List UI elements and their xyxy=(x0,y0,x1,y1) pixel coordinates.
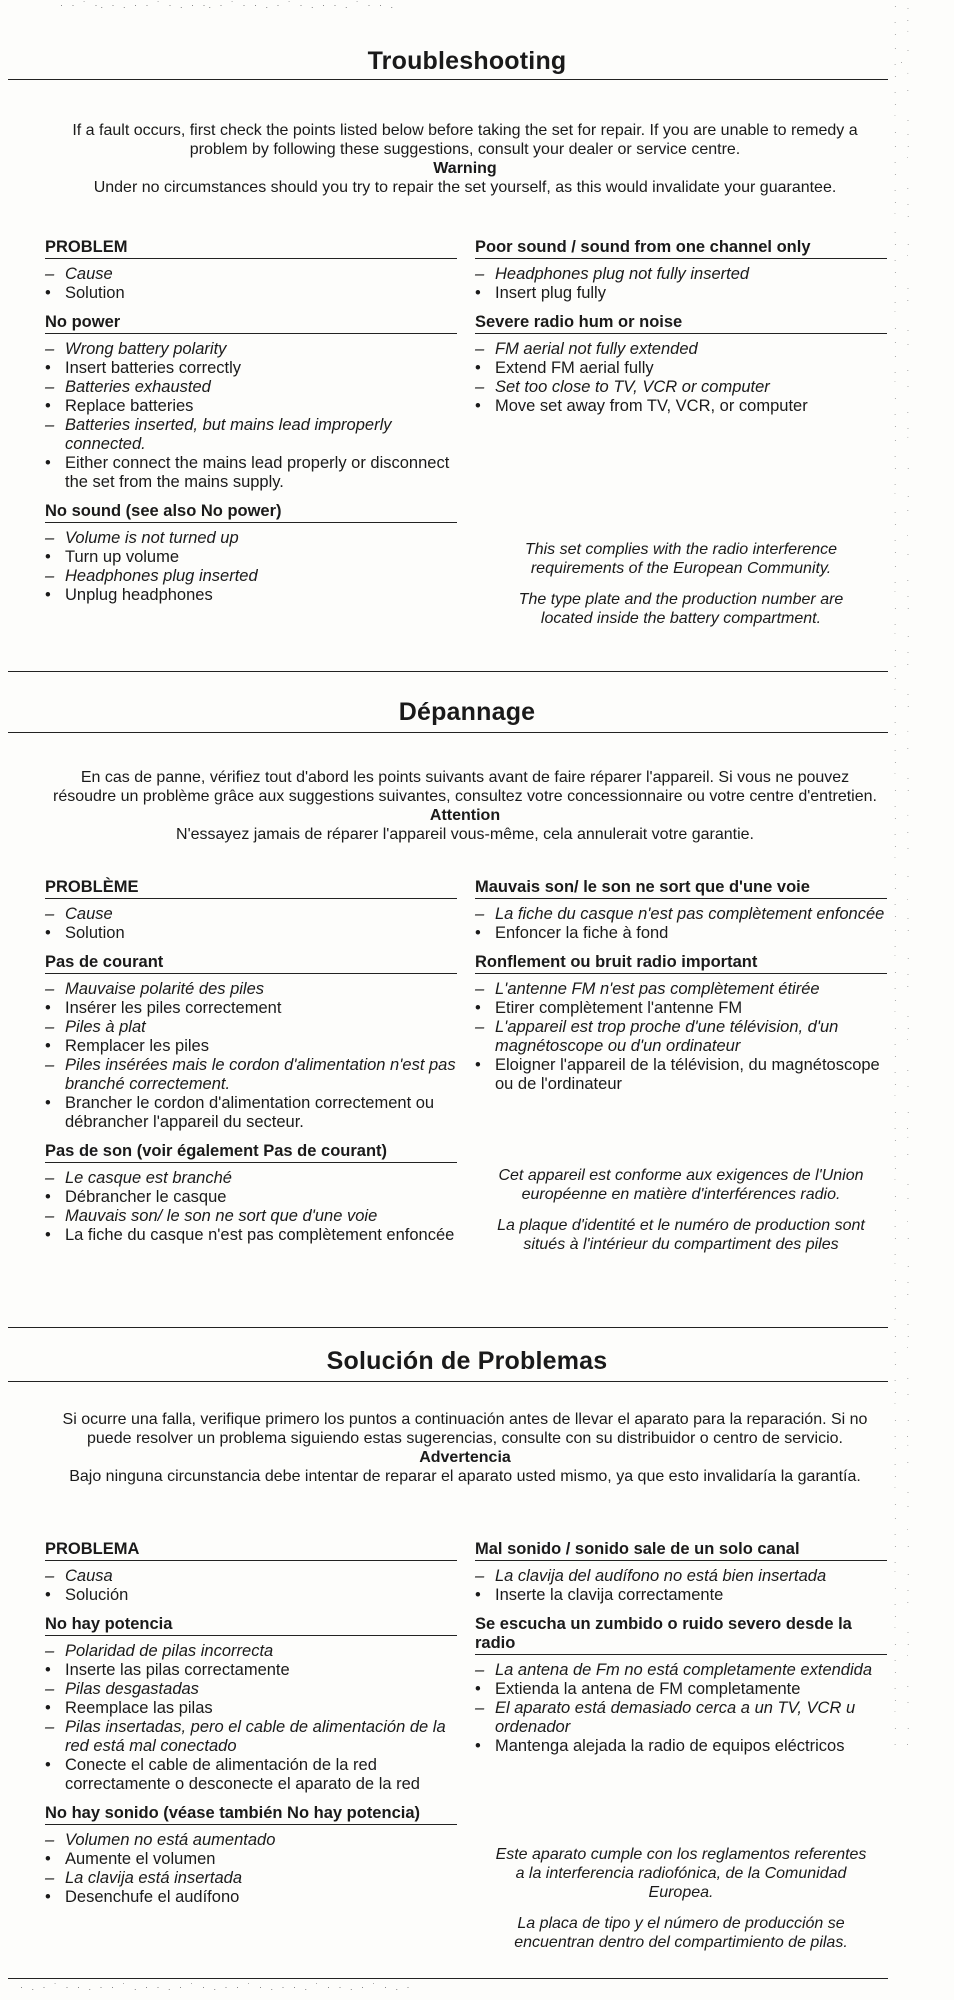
item-text: Pilas insertadas, pero el cable de alimentación de la red está mal conectado xyxy=(65,1718,446,1755)
dash-marker-icon: – xyxy=(475,378,485,396)
item-text: Brancher le cordon d'alimentation correctement ou débrancher l'appareil du secteur. xyxy=(65,1094,435,1131)
dash-marker-icon: – xyxy=(45,1169,55,1187)
cause-item xyxy=(45,1680,457,1699)
problem-header: Mal sonido / sonido sale de un solo canal xyxy=(475,1540,887,1561)
bullet-marker-icon: • xyxy=(45,397,51,415)
solution-item xyxy=(475,359,887,378)
dash-marker-icon: – xyxy=(45,378,55,396)
dash-marker-icon: – xyxy=(45,340,55,358)
item-text: Remplacer les piles xyxy=(65,1037,209,1055)
item-text: Enfoncer la fiche à fond xyxy=(495,924,669,942)
intro-paragraph: If a fault occurs, first check the points listed below before taking the set for repair. If you are unable to remedy a problem by following these suggestions, consult your dealer or service centre. xyxy=(72,122,858,158)
problem-header: No hay potencia xyxy=(45,1615,457,1636)
note-type-plate: The type plate and the production number are located inside the battery compartment. xyxy=(518,591,844,627)
solution-item xyxy=(45,1188,457,1207)
solution-item xyxy=(45,1699,457,1718)
dash-marker-icon: – xyxy=(45,1718,55,1736)
section-title: Dépannage xyxy=(398,698,536,726)
bullet-marker-icon: • xyxy=(475,999,481,1017)
dash-marker-icon: – xyxy=(45,1642,55,1660)
note-type-plate: La plaque d'identité et le numéro de production sont situés à l'intérieur du compartiment des piles xyxy=(497,1217,865,1253)
warning-text: N'essayez jamais de réparer l'appareil vous-même, cela annulerait votre garantie. xyxy=(176,826,754,843)
warning-text: Under no circumstances should you try to repair the set yourself, as this would invalidate your guarantee. xyxy=(93,179,837,196)
item-text: Polaridad de pilas incorrecta xyxy=(65,1642,274,1660)
cause-item xyxy=(45,1169,457,1188)
item-text: Pilas desgastadas xyxy=(65,1680,199,1698)
problem-header: PROBLÈME xyxy=(45,878,457,899)
warning-title: Warning xyxy=(433,160,497,177)
cause-item xyxy=(475,1661,887,1680)
item-text: FM aerial not fully extended xyxy=(495,340,698,358)
dash-marker-icon: – xyxy=(475,1018,485,1036)
section-title: Troubleshooting xyxy=(367,47,567,75)
cause-item xyxy=(45,1567,457,1586)
section-troubleshooting xyxy=(0,0,954,672)
item-text: Insert plug fully xyxy=(495,284,606,302)
problem-header: Se escucha un zumbido o ruido severo desde la radio xyxy=(475,1615,887,1655)
solution-item xyxy=(45,1226,457,1245)
cause-item xyxy=(475,340,887,359)
solution-item xyxy=(475,924,887,943)
problem-header: Severe radio hum or noise xyxy=(475,313,887,334)
left-column xyxy=(45,238,457,615)
bullet-marker-icon: • xyxy=(45,454,51,472)
item-text: Headphones plug inserted xyxy=(65,567,258,585)
scan-noise-top: · · ˙ ·. · . · · ˙ · . · ·. · ˙ · · . · ˙ · . · · . ˙ · · . xyxy=(60,0,396,10)
warning-title: Advertencia xyxy=(419,1449,511,1466)
solution-item xyxy=(475,1680,887,1699)
item-text: Move set away from TV, VCR, or computer xyxy=(495,397,808,415)
item-text: Volumen no está aumentado xyxy=(65,1831,276,1849)
cause-item xyxy=(45,529,457,548)
solution-item xyxy=(475,284,887,303)
problem-header: Ronflement ou bruit radio important xyxy=(475,953,887,974)
dash-marker-icon: – xyxy=(45,1680,55,1698)
note-type-plate: La placa de tipo y el número de producción se encuentran dentro del compartimiento de pilas. xyxy=(514,1915,848,1951)
item-text: Inserte la clavija correctamente xyxy=(495,1586,724,1604)
dash-marker-icon: – xyxy=(45,1018,55,1036)
problem-header: No power xyxy=(45,313,457,334)
bullet-marker-icon: • xyxy=(45,1586,51,1604)
bullet-marker-icon: • xyxy=(45,1888,51,1906)
intro-text xyxy=(50,1410,880,1486)
solution-item xyxy=(475,397,887,416)
problem-group xyxy=(475,238,887,303)
item-text: Le casque est branché xyxy=(65,1169,232,1187)
bullet-marker-icon: • xyxy=(475,284,481,302)
item-text: Cause xyxy=(65,905,113,923)
item-text: Extienda la antena de FM completamente xyxy=(495,1680,801,1698)
dash-marker-icon: – xyxy=(475,340,485,358)
problem-group xyxy=(475,1540,887,1605)
dash-marker-icon: – xyxy=(475,1661,485,1679)
problem-group xyxy=(45,1804,457,1907)
item-text: Headphones plug not fully inserted xyxy=(495,265,750,283)
cause-item xyxy=(45,416,457,454)
cause-item xyxy=(475,1699,887,1737)
bullet-marker-icon: • xyxy=(45,548,51,566)
item-text: Extend FM aerial fully xyxy=(495,359,654,377)
section-depannage xyxy=(0,672,954,1328)
intro-text xyxy=(50,768,880,844)
section-title: Solución de Problemas xyxy=(326,1347,608,1375)
bullet-marker-icon: • xyxy=(45,586,51,604)
problem-group xyxy=(45,313,457,492)
dash-marker-icon: – xyxy=(475,1699,485,1717)
intro-text xyxy=(50,121,880,197)
cause-item xyxy=(45,340,457,359)
item-text: Inserte las pilas correctamente xyxy=(65,1661,290,1679)
bullet-marker-icon: • xyxy=(45,1188,51,1206)
bullet-marker-icon: • xyxy=(45,1850,51,1868)
item-text: Mauvais son/ le son ne sort que d'une voie xyxy=(65,1207,378,1225)
bullet-marker-icon: • xyxy=(475,924,481,942)
solution-item xyxy=(45,1850,457,1869)
right-column xyxy=(475,238,887,426)
problem-header: Pas de courant xyxy=(45,953,457,974)
warning-title: Attention xyxy=(429,807,501,824)
cause-item xyxy=(475,378,887,397)
item-text: Eloigner l'appareil de la télévision, du magnétoscope ou de l'ordinateur xyxy=(495,1056,880,1093)
right-column xyxy=(475,878,887,1104)
cause-item xyxy=(45,1869,457,1888)
item-text: La fiche du casque n'est pas complètement enfoncée xyxy=(495,905,885,923)
item-text: Set too close to TV, VCR or computer xyxy=(495,378,770,396)
solution-item xyxy=(45,454,457,492)
bullet-marker-icon: • xyxy=(475,359,481,377)
item-text: Débrancher le casque xyxy=(65,1188,227,1206)
problem-group xyxy=(475,878,887,943)
dash-marker-icon: – xyxy=(45,265,55,283)
cause-item xyxy=(45,1018,457,1037)
item-text: Insert batteries correctly xyxy=(65,359,242,377)
problem-header: Poor sound / sound from one channel only xyxy=(475,238,887,259)
item-text: Solution xyxy=(65,924,125,942)
solution-item xyxy=(45,1888,457,1907)
note-compliance: This set complies with the radio interference requirements of the European Community. xyxy=(524,541,838,577)
cause-item xyxy=(45,567,457,586)
item-text: Desenchufe el audífono xyxy=(65,1888,240,1906)
item-text: Mauvaise polarité des piles xyxy=(65,980,265,998)
item-text: Piles insérées mais le cordon d'alimentation n'est pas branché correctement. xyxy=(65,1056,456,1093)
solution-item xyxy=(45,359,457,378)
problem-group xyxy=(45,238,457,303)
solution-item xyxy=(45,1094,457,1132)
problem-group xyxy=(45,1615,457,1794)
dash-marker-icon: – xyxy=(475,980,485,998)
item-text: Replace batteries xyxy=(65,397,194,415)
dash-marker-icon: – xyxy=(45,905,55,923)
title-rule xyxy=(8,79,888,80)
item-text: La fiche du casque n'est pas complètement enfoncée xyxy=(65,1226,455,1244)
dash-marker-icon: – xyxy=(45,1869,55,1887)
problem-group xyxy=(475,953,887,1094)
title-rule xyxy=(8,732,888,733)
bullet-marker-icon: • xyxy=(45,1756,51,1774)
dash-marker-icon: – xyxy=(45,980,55,998)
problem-header: Pas de son (voir également Pas de courant) xyxy=(45,1142,457,1163)
problem-group xyxy=(45,953,457,1132)
item-text: Volume is not turned up xyxy=(65,529,239,547)
item-text: Wrong battery polarity xyxy=(65,340,227,358)
cause-item xyxy=(475,980,887,999)
bullet-marker-icon: • xyxy=(45,1037,51,1055)
item-text: Causa xyxy=(65,1567,113,1585)
solution-item xyxy=(475,1586,887,1605)
note-compliance: Este aparato cumple con los reglamentos referentes a la interferencia radiofónica, de la Comunidad Europea. xyxy=(495,1846,867,1901)
solution-item xyxy=(45,1756,457,1794)
cause-item xyxy=(475,265,887,284)
cause-item xyxy=(45,980,457,999)
dash-marker-icon: – xyxy=(475,265,485,283)
item-text: Unplug headphones xyxy=(65,586,213,604)
dash-marker-icon: – xyxy=(45,1831,55,1849)
item-text: Solución xyxy=(65,1586,129,1604)
bullet-marker-icon: • xyxy=(45,284,51,302)
bullet-marker-icon: • xyxy=(475,1056,481,1074)
item-text: Cause xyxy=(65,265,113,283)
item-text: El aparato está demasiado cerca a un TV, VCR u ordenador xyxy=(495,1699,856,1736)
cause-item xyxy=(45,1207,457,1226)
bullet-marker-icon: • xyxy=(45,1094,51,1112)
item-text: Reemplace las pilas xyxy=(65,1699,213,1717)
bullet-marker-icon: • xyxy=(475,1586,481,1604)
item-text: La antena de Fm no está completamente extendida xyxy=(495,1661,872,1679)
solution-item xyxy=(45,1586,457,1605)
problem-group xyxy=(475,313,887,416)
cause-item xyxy=(475,1018,887,1056)
cause-item xyxy=(475,905,887,924)
bullet-marker-icon: • xyxy=(45,359,51,377)
item-text: Conecte el cable de alimentación de la red correctamente o desconecte el aparato de la red xyxy=(65,1756,420,1793)
solution-item xyxy=(475,999,887,1018)
cause-item xyxy=(475,1567,887,1586)
dash-marker-icon: – xyxy=(45,1207,55,1225)
intro-paragraph: En cas de panne, vérifiez tout d'abord les points suivants avant de faire réparer l'appareil. Si vous ne pouvez résoudre un problème grâce aux suggestions suivantes, consultez votre concessionnaire ou votre centre d'entretien. xyxy=(53,769,877,805)
bullet-marker-icon: • xyxy=(45,1226,51,1244)
problem-header: No sound (see also No power) xyxy=(45,502,457,523)
bullet-marker-icon: • xyxy=(475,397,481,415)
item-text: Etirer complètement l'antenne FM xyxy=(495,999,743,1017)
solution-item xyxy=(45,548,457,567)
item-text: Piles à plat xyxy=(65,1018,146,1036)
item-text: Insérer les piles correctement xyxy=(65,999,282,1017)
bullet-marker-icon: • xyxy=(475,1737,481,1755)
section-solucion xyxy=(0,1328,954,2000)
right-column xyxy=(475,1540,887,1766)
problem-group xyxy=(45,502,457,605)
item-text: Either connect the mains lead properly or disconnect the set from the mains supply. xyxy=(65,454,450,491)
cause-item xyxy=(45,1831,457,1850)
bullet-marker-icon: • xyxy=(45,999,51,1017)
scan-noise-right: · . . · · ˙ · . .· · ˙ . · · ˙ . · . · · . ˙ · . · · . ˙ · . · · . ˙ · · . . · ˙ · . · . · . · ˙ . · . · · . · ˙ . · · . ˙ · . · · . ˙ · . · . · ˙ . · · . ˙ · · . . · · ˙ . · · . · ˙ . · · ˙ . · · . · ˙ . · · . ˙ · . · . ˙ · . · · . ˙ · · . . · · ˙ . · · . ˙ · . · · . ˙ · · . . · ˙ . · · ˙ . · . · . ˙ · · . ˙ · · . . · · ˙ . · · . ˙ · . · · . ˙ · · . . · ˙ . · · ˙ . · . · . ˙ · · . ˙ · · . . · · ˙ . · · . ˙ · . · · . ˙ · · . . xyxy=(894,2,914,1747)
warning-text: Bajo ninguna circunstancia debe intentar de reparar el aparato usted mismo, ya que esto invalidaría la garantía. xyxy=(69,1468,861,1485)
cause-item xyxy=(45,378,457,397)
solution-item xyxy=(45,999,457,1018)
problem-group xyxy=(45,1540,457,1605)
section-end-rule xyxy=(8,1978,888,1979)
problem-header: No hay sonido (véase también No hay potencia) xyxy=(45,1804,457,1825)
item-text: Aumente el volumen xyxy=(65,1850,216,1868)
notes-block xyxy=(475,1166,887,1254)
problem-header: PROBLEMA xyxy=(45,1540,457,1561)
item-text: Turn up volume xyxy=(65,548,180,566)
solution-item xyxy=(475,1737,887,1756)
problem-group xyxy=(45,878,457,943)
bullet-marker-icon: • xyxy=(45,924,51,942)
solution-item xyxy=(45,1661,457,1680)
problem-group xyxy=(45,1142,457,1245)
bullet-marker-icon: • xyxy=(45,1661,51,1679)
item-text: Batteries exhausted xyxy=(65,378,211,396)
item-text: La clavija del audífono no está bien insertada xyxy=(495,1567,827,1585)
item-text: Mantenga alejada la radio de equipos eléctricos xyxy=(495,1737,845,1755)
title-rule xyxy=(8,1381,888,1382)
dash-marker-icon: – xyxy=(45,567,55,585)
cause-item xyxy=(45,1056,457,1094)
left-column xyxy=(45,878,457,1255)
problem-header: PROBLEM xyxy=(45,238,457,259)
item-text: L'antenne FM n'est pas complètement étirée xyxy=(495,980,820,998)
scan-noise-bottom: · . · ˙ · · . · · ˙ . · · . · ˙ · . · · ˙ · . · · . ˙ · · . · ˙ · . · xyxy=(20,1982,413,1992)
solution-item xyxy=(45,1037,457,1056)
problem-header: Mauvais son/ le son ne sort que d'une voie xyxy=(475,878,887,899)
bullet-marker-icon: • xyxy=(475,1680,481,1698)
dash-marker-icon: – xyxy=(45,1056,55,1074)
item-text: La clavija está insertada xyxy=(65,1869,243,1887)
dash-marker-icon: – xyxy=(45,529,55,547)
item-text: Batteries inserted, but mains lead improperly connected. xyxy=(65,416,392,453)
cause-item xyxy=(45,1642,457,1661)
dash-marker-icon: – xyxy=(45,416,55,434)
solution-item xyxy=(45,284,457,303)
bullet-marker-icon: • xyxy=(45,1699,51,1717)
cause-item xyxy=(45,265,457,284)
notes-block xyxy=(475,1845,887,1952)
cause-item xyxy=(45,905,457,924)
cause-item xyxy=(45,1718,457,1756)
dash-marker-icon: – xyxy=(475,1567,485,1585)
dash-marker-icon: – xyxy=(45,1567,55,1585)
intro-paragraph: Si ocurre una falla, verifique primero los puntos a continuación antes de llevar el aparato para la reparación. Si no puede resolver un problema siguiendo estas sugerencias, consulte con su distribuidor o centro de servicio. xyxy=(62,1411,868,1447)
solution-item xyxy=(475,1056,887,1094)
solution-item xyxy=(45,924,457,943)
solution-item xyxy=(45,586,457,605)
solution-item xyxy=(45,397,457,416)
note-compliance: Cet appareil est conforme aux exigences de l'Union européenne en matière d'interférences radio. xyxy=(498,1167,864,1203)
item-text: Solution xyxy=(65,284,125,302)
notes-block xyxy=(475,540,887,628)
problem-group xyxy=(475,1615,887,1756)
dash-marker-icon: – xyxy=(475,905,485,923)
left-column xyxy=(45,1540,457,1917)
item-text: L'appareil est trop proche d'une télévision, d'un magnétoscope ou d'un ordinateur xyxy=(495,1018,839,1055)
